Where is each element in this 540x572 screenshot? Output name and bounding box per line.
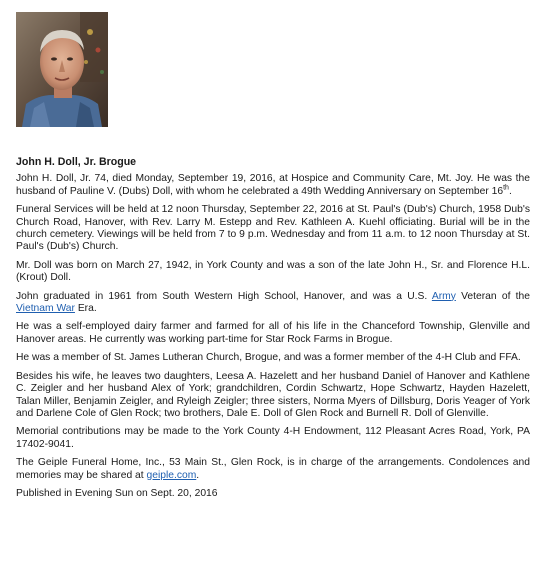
publication-note: Published in Evening Sun on Sept. 20, 2016: [16, 487, 218, 499]
paragraph-text: Veteran of the: [455, 290, 530, 302]
ordinal-suffix: th: [503, 184, 509, 192]
paragraph-text: Era.: [74, 303, 97, 315]
paragraph-memorial: Memorial contributions may be made to the York County 4-H Endowment, 112 Pleasant Acres Road, York, PA 17402-9041.: [16, 426, 530, 450]
obituary-title: John H. Doll, Jr. Brogue: [16, 156, 137, 168]
paragraph-text: John H. Doll, Jr. 74, died Monday, September 19, 2016, at Hospice and Community Care, Mt. Joy. He was the husband of Pauline V. (Dubs) Doll, with whom he celebrated a 49th Wedding Anniversary on September 16: [16, 173, 530, 197]
paragraph-occupation: He was a self-employed dairy farmer and farmed for all of his life in the Chanceford Township, Glenville and Hanover areas. He currently was working part-time for Star Rock Farms in Brogue.: [16, 321, 530, 345]
portrait-photo: [16, 12, 108, 127]
paragraph-text: The Geiple Funeral Home, Inc., 53 Main St., Glen Rock, is in charge of the arrangements. Condolences and memories may be shared at: [16, 457, 530, 481]
paragraph-funeral-services: Funeral Services will be held at 12 noon Thursday, September 22, 2016 at St. Paul's (Dub's) Church, 1958 Dub's Church Road, Hanover, with Rev. Larry M. Estepp and Rev. Kathleen A. Kuehl officiating. Burial will be in the church cemetery. Viewings will be held from 7 to 9 p.m. Wednesday and from 11 a.m. to 12 noon Thursday at St. Paul's (Dub's) Church.: [16, 204, 530, 253]
paragraph-membership: He was a member of St. James Lutheran Church, Brogue, and was a former member of the 4-H Club and FFA.: [16, 352, 521, 364]
paragraph-text-end: .: [508, 185, 512, 197]
paragraph-death-notice: [16, 173, 530, 198]
paragraph-birth: Mr. Doll was born on March 27, 1942, in York County and was a son of the late John H., Sr. and Florence H.L. (Krout) Doll.: [16, 259, 530, 284]
geiple-website-link[interactable]: geiple.com: [146, 469, 197, 481]
vietnam-war-link[interactable]: Vietnam War: [16, 303, 75, 315]
paragraph-funeral-home: [16, 457, 530, 482]
obituary-body: [16, 156, 530, 506]
paragraph-text: .: [196, 469, 200, 481]
paragraph-survivors: Besides his wife, he leaves two daughters, Leesa A. Hazelett and her husband Daniel of Hanover and Kathlene C. Zeigler and her husband Alex of York; grandchildren, Cordin Schwartz, Hope Schwartz, Hayden Hazelett, Talan Miller, Benjamin Zeigler, and Ryleigh Zeigler; three sisters, Norma Myers of Dillsburg, Doris Yeager of York and Darlene Cole of Glen Rock; two brothers, Dale E. Doll of Glen Rock and Burnell R. Doll of Glenville.: [16, 370, 530, 419]
army-link[interactable]: Army: [431, 290, 456, 302]
paragraph-education-military: [16, 291, 530, 316]
paragraph-text: John graduated in 1961 from South Western High School, Hanover, and was a U.S.: [16, 290, 432, 302]
